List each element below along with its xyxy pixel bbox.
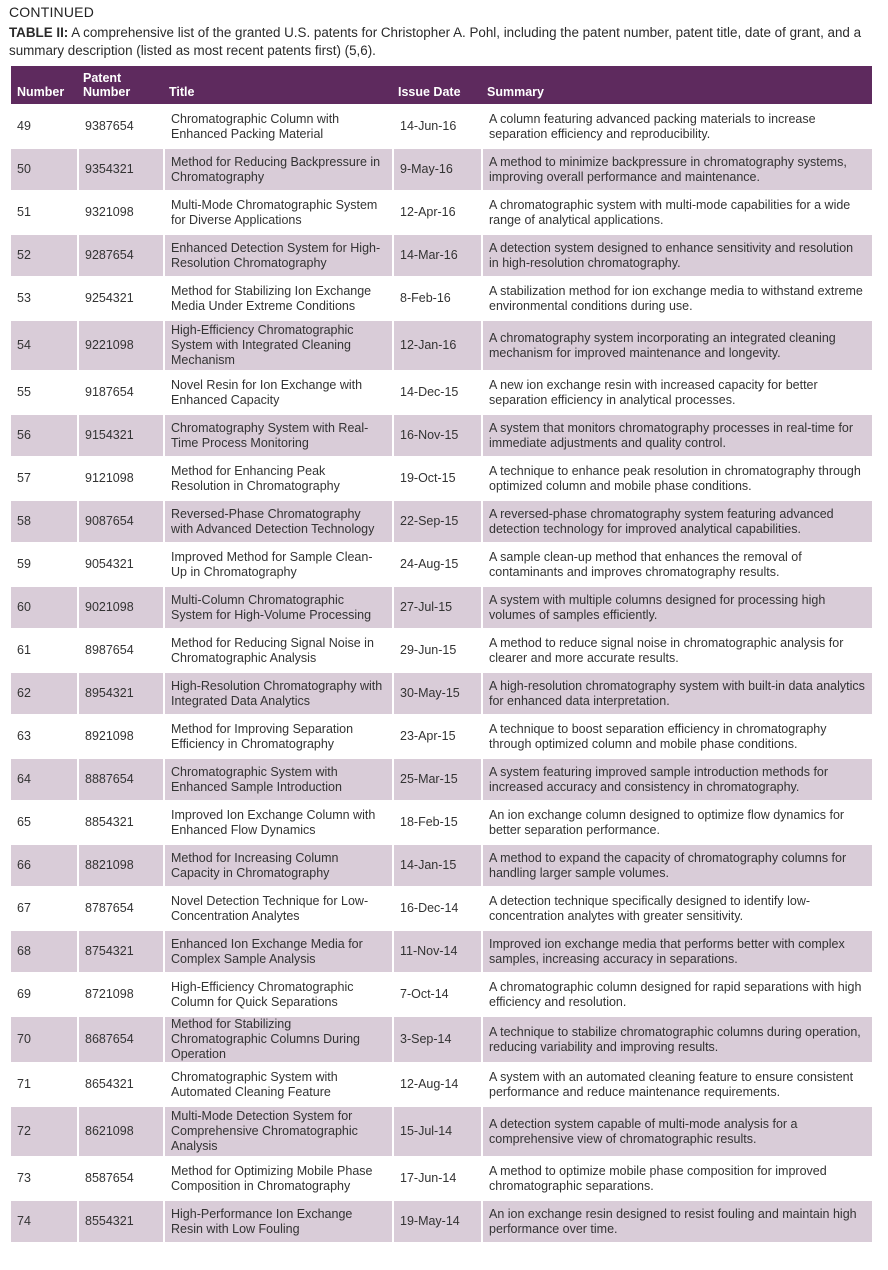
cell-summary: A method to reduce signal noise in chromatographic analysis for clearer and more accurate results.: [481, 628, 872, 671]
cell-issue-date: 23-Apr-15: [392, 714, 481, 757]
cell-issue-date: 22-Sep-15: [392, 499, 481, 542]
caption-text: A comprehensive list of the granted U.S. patents for Christopher A. Pohl, including the patent number, patent title, date of grant, and a summary description (listed as most recent patents first) (5,6).: [9, 25, 862, 58]
cell-patent-number: 8654321: [77, 1062, 163, 1105]
cell-summary: An ion exchange resin designed to resist fouling and maintain high performance over time.: [481, 1199, 872, 1242]
cell-patent-number: 8721098: [77, 972, 163, 1015]
cell-patent-number: 9187654: [77, 370, 163, 413]
cell-issue-date: 15-Jul-14: [392, 1105, 481, 1156]
cell-title: Method for Optimizing Mobile Phase Composition in Chromatography: [163, 1156, 392, 1199]
cell-patent-number: 8854321: [77, 800, 163, 843]
cell-summary: A technique to stabilize chromatographic columns during operation, reducing variability and improving results.: [481, 1015, 872, 1062]
cell-summary: A sample clean-up method that enhances the removal of contaminants and improves chromatography results.: [481, 542, 872, 585]
table-row: [11, 413, 872, 456]
cell-patent-number: 8554321: [77, 1199, 163, 1242]
cell-patent-number: 9021098: [77, 585, 163, 628]
table-label: TABLE II:: [9, 25, 69, 40]
cell-patent-number: 8754321: [77, 929, 163, 972]
table-caption: [9, 24, 877, 60]
cell-issue-date: 16-Dec-14: [392, 886, 481, 929]
cell-number: 64: [11, 757, 77, 800]
cell-title: Chromatographic Column with Enhanced Packing Material: [163, 104, 392, 147]
cell-patent-number: 9354321: [77, 147, 163, 190]
cell-number: 61: [11, 628, 77, 671]
cell-patent-number: 8687654: [77, 1015, 163, 1062]
header-summary: Summary: [481, 66, 872, 104]
cell-summary: A technique to enhance peak resolution in chromatography through optimized column and mobile phase conditions.: [481, 456, 872, 499]
cell-patent-number: 8921098: [77, 714, 163, 757]
cell-number: 51: [11, 190, 77, 233]
table-row: [11, 585, 872, 628]
table-row: [11, 1062, 872, 1105]
cell-patent-number: 9387654: [77, 104, 163, 147]
cell-patent-number: 9087654: [77, 499, 163, 542]
table-row: [11, 370, 872, 413]
cell-number: 63: [11, 714, 77, 757]
cell-summary: A high-resolution chromatography system with built-in data analytics for enhanced data interpretation.: [481, 671, 872, 714]
cell-title: High-Performance Ion Exchange Resin with Low Fouling: [163, 1199, 392, 1242]
cell-issue-date: 18-Feb-15: [392, 800, 481, 843]
cell-number: 60: [11, 585, 77, 628]
cell-number: 52: [11, 233, 77, 276]
header-number: Number: [11, 66, 77, 104]
cell-title: Chromatographic System with Enhanced Sample Introduction: [163, 757, 392, 800]
table-row: [11, 843, 872, 886]
table-row: [11, 757, 872, 800]
table-row: [11, 714, 872, 757]
table-row: [11, 972, 872, 1015]
cell-title: Multi-Mode Detection System for Comprehensive Chromatographic Analysis: [163, 1105, 392, 1156]
cell-issue-date: 25-Mar-15: [392, 757, 481, 800]
cell-summary: Improved ion exchange media that performs better with complex samples, increasing accuracy in separations.: [481, 929, 872, 972]
cell-issue-date: 24-Aug-15: [392, 542, 481, 585]
table-row: [11, 800, 872, 843]
cell-summary: A detection system capable of multi-mode analysis for a comprehensive view of chromatographic results.: [481, 1105, 872, 1156]
cell-patent-number: 9254321: [77, 276, 163, 319]
cell-issue-date: 14-Jun-16: [392, 104, 481, 147]
cell-number: 67: [11, 886, 77, 929]
cell-issue-date: 29-Jun-15: [392, 628, 481, 671]
cell-issue-date: 19-May-14: [392, 1199, 481, 1242]
cell-title: Method for Enhancing Peak Resolution in Chromatography: [163, 456, 392, 499]
cell-title: Enhanced Detection System for High-Resolution Chromatography: [163, 233, 392, 276]
cell-patent-number: 8954321: [77, 671, 163, 714]
cell-number: 54: [11, 319, 77, 370]
table-row: [11, 1015, 872, 1062]
cell-summary: A technique to boost separation efficiency in chromatography through optimized column and mobile phase conditions.: [481, 714, 872, 757]
cell-title: Chromatography System with Real-Time Process Monitoring: [163, 413, 392, 456]
header-title: Title: [163, 66, 392, 104]
cell-summary: A method to expand the capacity of chromatography columns for handling larger sample volumes.: [481, 843, 872, 886]
cell-summary: A chromatographic system with multi-mode capabilities for a wide range of analytical applications.: [481, 190, 872, 233]
cell-patent-number: 8821098: [77, 843, 163, 886]
table-row: [11, 319, 872, 370]
cell-summary: A method to minimize backpressure in chromatography systems, improving overall performance and maintenance.: [481, 147, 872, 190]
header-issue-date: Issue Date: [392, 66, 481, 104]
cell-issue-date: 17-Jun-14: [392, 1156, 481, 1199]
cell-patent-number: 8621098: [77, 1105, 163, 1156]
table-row: [11, 233, 872, 276]
cell-title: High-Efficiency Chromatographic System with Integrated Cleaning Mechanism: [163, 319, 392, 370]
cell-title: Improved Ion Exchange Column with Enhanced Flow Dynamics: [163, 800, 392, 843]
cell-issue-date: 14-Mar-16: [392, 233, 481, 276]
cell-issue-date: 12-Apr-16: [392, 190, 481, 233]
cell-summary: A stabilization method for ion exchange media to withstand extreme environmental conditions during use.: [481, 276, 872, 319]
cell-number: 65: [11, 800, 77, 843]
cell-number: 57: [11, 456, 77, 499]
cell-summary: A system that monitors chromatography processes in real-time for immediate adjustments and quality control.: [481, 413, 872, 456]
table-row: [11, 1199, 872, 1242]
cell-number: 73: [11, 1156, 77, 1199]
cell-title: Method for Increasing Column Capacity in Chromatography: [163, 843, 392, 886]
cell-issue-date: 12-Aug-14: [392, 1062, 481, 1105]
cell-issue-date: 3-Sep-14: [392, 1015, 481, 1062]
cell-summary: A detection technique specifically designed to identify low-concentration analytes with greater sensitivity.: [481, 886, 872, 929]
header-patent-number: Patent Number: [77, 66, 163, 104]
cell-number: 58: [11, 499, 77, 542]
cell-patent-number: 8587654: [77, 1156, 163, 1199]
cell-issue-date: 14-Jan-15: [392, 843, 481, 886]
cell-summary: A reversed-phase chromatography system featuring advanced detection technology for improved analytical capabilities.: [481, 499, 872, 542]
cell-summary: A chromatographic column designed for rapid separations with high efficiency and resolution.: [481, 972, 872, 1015]
cell-issue-date: 16-Nov-15: [392, 413, 481, 456]
cell-number: 69: [11, 972, 77, 1015]
cell-title: Novel Resin for Ion Exchange with Enhanced Capacity: [163, 370, 392, 413]
table-row: [11, 499, 872, 542]
cell-title: Method for Improving Separation Efficiency in Chromatography: [163, 714, 392, 757]
cell-title: Chromatographic System with Automated Cleaning Feature: [163, 1062, 392, 1105]
cell-number: 59: [11, 542, 77, 585]
table-row: [11, 276, 872, 319]
cell-summary: A system with multiple columns designed for processing high volumes of samples efficiently.: [481, 585, 872, 628]
cell-title: Multi-Column Chromatographic System for High-Volume Processing: [163, 585, 392, 628]
cell-title: Reversed-Phase Chromatography with Advanced Detection Technology: [163, 499, 392, 542]
cell-number: 50: [11, 147, 77, 190]
cell-summary: A new ion exchange resin with increased capacity for better separation efficiency in analytical processes.: [481, 370, 872, 413]
cell-patent-number: 9321098: [77, 190, 163, 233]
table-row: [11, 929, 872, 972]
table-row: [11, 190, 872, 233]
cell-summary: A system with an automated cleaning feature to ensure consistent performance and reduce maintenance requirements.: [481, 1062, 872, 1105]
table-body: [11, 104, 872, 1242]
cell-title: Improved Method for Sample Clean-Up in Chromatography: [163, 542, 392, 585]
cell-number: 66: [11, 843, 77, 886]
cell-number: 53: [11, 276, 77, 319]
cell-number: 72: [11, 1105, 77, 1156]
table-header: [11, 66, 872, 104]
cell-summary: A system featuring improved sample introduction methods for increased accuracy and consistency in chromatography.: [481, 757, 872, 800]
cell-title: Method for Reducing Backpressure in Chromatography: [163, 147, 392, 190]
cell-issue-date: 7-Oct-14: [392, 972, 481, 1015]
cell-number: 71: [11, 1062, 77, 1105]
table-row: [11, 886, 872, 929]
cell-summary: An ion exchange column designed to optimize flow dynamics for better separation performance.: [481, 800, 872, 843]
cell-title: Multi-Mode Chromatographic System for Diverse Applications: [163, 190, 392, 233]
cell-title: Method for Reducing Signal Noise in Chromatographic Analysis: [163, 628, 392, 671]
cell-number: 74: [11, 1199, 77, 1242]
cell-issue-date: 9-May-16: [392, 147, 481, 190]
cell-title: Novel Detection Technique for Low-Concentration Analytes: [163, 886, 392, 929]
cell-issue-date: 30-May-15: [392, 671, 481, 714]
cell-issue-date: 27-Jul-15: [392, 585, 481, 628]
patents-table: [11, 66, 872, 1242]
cell-issue-date: 11-Nov-14: [392, 929, 481, 972]
cell-number: 49: [11, 104, 77, 147]
table-row: [11, 671, 872, 714]
cell-number: 62: [11, 671, 77, 714]
cell-title: Enhanced Ion Exchange Media for Complex Sample Analysis: [163, 929, 392, 972]
cell-summary: A detection system designed to enhance sensitivity and resolution in high-resolution chromatography.: [481, 233, 872, 276]
cell-title: Method for Stabilizing Ion Exchange Media Under Extreme Conditions: [163, 276, 392, 319]
table-row: [11, 456, 872, 499]
cell-title: High-Efficiency Chromatographic Column for Quick Separations: [163, 972, 392, 1015]
cell-issue-date: 19-Oct-15: [392, 456, 481, 499]
cell-patent-number: 9154321: [77, 413, 163, 456]
cell-number: 70: [11, 1015, 77, 1062]
cell-patent-number: 9221098: [77, 319, 163, 370]
cell-number: 56: [11, 413, 77, 456]
table-row: [11, 104, 872, 147]
table-row: [11, 542, 872, 585]
cell-issue-date: 8-Feb-16: [392, 276, 481, 319]
cell-patent-number: 9121098: [77, 456, 163, 499]
cell-number: 68: [11, 929, 77, 972]
table-row: [11, 1156, 872, 1199]
continued-label: CONTINUED: [9, 4, 95, 20]
table-row: [11, 628, 872, 671]
cell-summary: A chromatography system incorporating an integrated cleaning mechanism for improved maintenance and longevity.: [481, 319, 872, 370]
cell-summary: A column featuring advanced packing materials to increase separation efficiency and reproducibility.: [481, 104, 872, 147]
cell-patent-number: 8987654: [77, 628, 163, 671]
cell-patent-number: 9287654: [77, 233, 163, 276]
cell-issue-date: 14-Dec-15: [392, 370, 481, 413]
cell-patent-number: 8787654: [77, 886, 163, 929]
cell-summary: A method to optimize mobile phase composition for improved chromatographic separations.: [481, 1156, 872, 1199]
cell-title: Method for Stabilizing Chromatographic Columns During Operation: [163, 1015, 392, 1062]
cell-issue-date: 12-Jan-16: [392, 319, 481, 370]
table-row: [11, 1105, 872, 1156]
cell-patent-number: 8887654: [77, 757, 163, 800]
cell-patent-number: 9054321: [77, 542, 163, 585]
table-row: [11, 147, 872, 190]
cell-title: High-Resolution Chromatography with Integrated Data Analytics: [163, 671, 392, 714]
cell-number: 55: [11, 370, 77, 413]
